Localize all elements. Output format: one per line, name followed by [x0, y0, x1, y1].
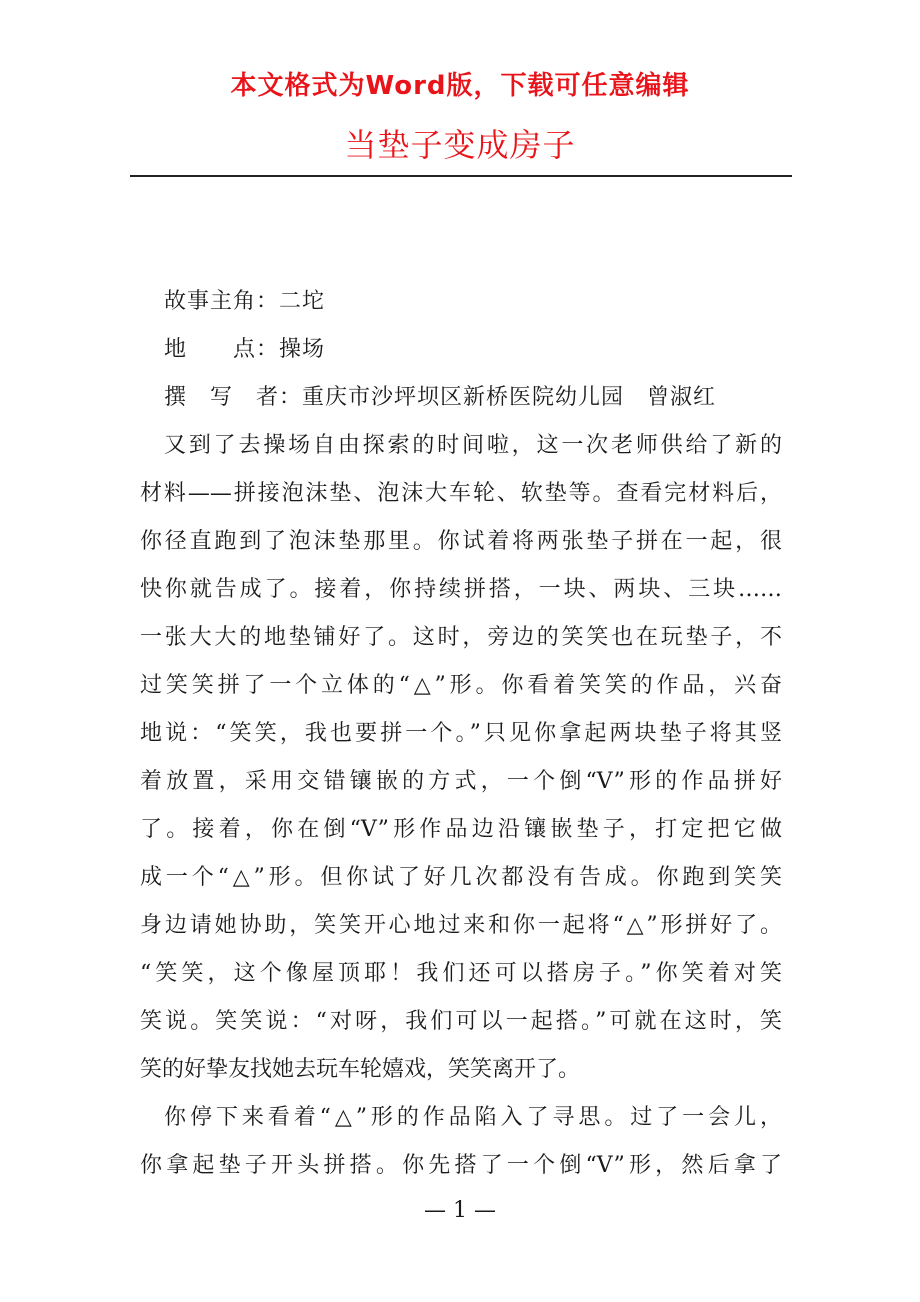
meta-protagonist: 故事主角：二坨 [164, 289, 326, 314]
paragraph [140, 1094, 782, 1190]
paragraph-line: 材料——拼接泡沫垫、泡沫大车轮、软垫等。查看完材料后， [140, 481, 782, 506]
paragraph-line: 你拿起垫子开头拼搭。你先搭了一个倒“V”形，然后拿了 [140, 1153, 782, 1178]
paragraph-line: 快你就告成了。接着，你持续拼搭，一块、两块、三块…… [140, 577, 782, 602]
page-number: — 1 — [424, 1198, 496, 1223]
header-notice: 本文格式为Word版，下载可任意编辑 [230, 71, 690, 101]
paragraph-line: 了。接着，你在倒“V”形作品边沿镶嵌垫子，打定把它做 [140, 817, 782, 842]
paragraph-line: 过笑笑拼了一个立体的“△”形。你看着笑笑的作品，兴奋 [140, 673, 782, 698]
meta-author: 撰 写 者：重庆市沙坪坝区新桥医院幼儿园 曾淑红 [164, 385, 717, 410]
paragraph-line: 又到了去操场自由探索的时间啦，这一次老师供给了新的 [164, 433, 782, 458]
paragraph-line: 一张大大的地垫铺好了。这时，旁边的笑笑也在玩垫子，不 [140, 625, 782, 650]
document-body [140, 278, 782, 1190]
paragraph-line: “笑笑，这个像屋顶耶！我们还可以搭房子。”你笑着对笑 [140, 961, 782, 986]
title-divider [130, 175, 792, 177]
paragraph-line: 身边请她协助，笑笑开心地过来和你一起将“△”形拼好了。 [140, 913, 782, 938]
paragraph-line: 笑说。笑笑说：“对呀，我们可以一起搭。”可就在这时，笑 [140, 1009, 782, 1034]
paragraph-line: 着放置，采用交错镶嵌的方式，一个倒“V”形的作品拼好 [140, 769, 782, 794]
paragraph-line: 笑的好挚友找她去玩车轮嬉戏，笑笑离开了。 [140, 1057, 581, 1082]
paragraph-line: 地说：“笑笑，我也要拼一个。”只见你拿起两块垫子将其竖 [140, 721, 782, 746]
document-title: 当垫子变成房子 [344, 126, 576, 164]
paragraph-line: 成一个“△”形。但你试了好几次都没有告成。你跑到笑笑 [140, 865, 782, 890]
paragraph-line: 你停下来看着“△”形的作品陷入了寻思。过了一会儿， [164, 1105, 782, 1130]
meta-location: 地 点：操场 [164, 337, 326, 362]
paragraph [140, 422, 782, 1094]
paragraph-line: 你径直跑到了泡沫垫那里。你试着将两张垫子拼在一起，很 [140, 529, 782, 554]
